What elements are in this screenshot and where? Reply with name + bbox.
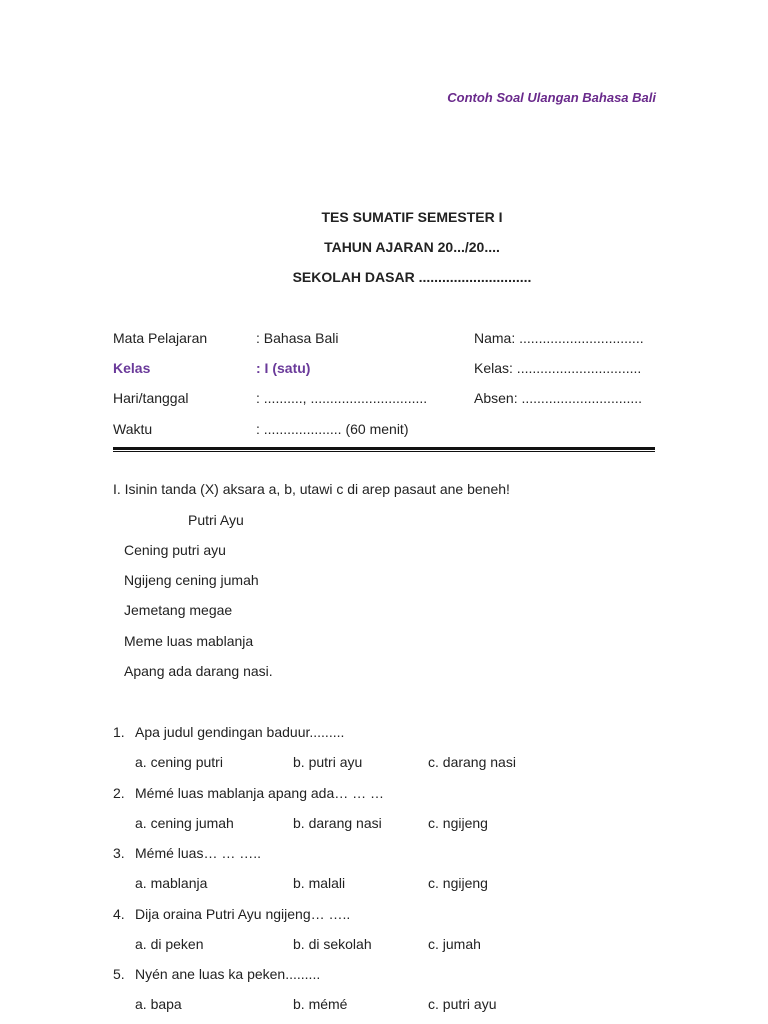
poem-title: Putri Ayu (188, 512, 244, 528)
info-row-date (113, 389, 673, 407)
answer-option[interactable]: a. cening jumah (135, 814, 234, 831)
question-number: 3. (113, 845, 125, 861)
info-right: Kelas: ................................ (474, 360, 642, 376)
question-text: Mémé luas mablanja apang ada… … … (135, 784, 385, 801)
answer-option[interactable]: a. cening putri (135, 754, 223, 770)
info-value: : .................... (60 menit) (256, 421, 409, 437)
question-number: 4. (113, 905, 125, 922)
title-line-1: TES SUMATIF SEMESTER I (321, 209, 503, 225)
answer-option[interactable]: a. mablanja (135, 875, 208, 891)
question-number: 5. (113, 966, 125, 982)
answer-options (113, 814, 673, 832)
title-line-2: TAHUN AJARAN 20.../20.... (324, 239, 500, 255)
poem-line: Cening putri ayu (124, 542, 226, 558)
poem-line: Jemetang megae (124, 602, 233, 618)
answer-option[interactable]: c. ngijeng (428, 814, 488, 831)
question (113, 784, 673, 802)
answer-options (113, 753, 673, 771)
question (113, 844, 673, 862)
answer-option[interactable]: c. darang nasi (428, 754, 516, 770)
info-label: Waktu (113, 421, 153, 437)
question (113, 723, 673, 741)
poem-line: Ngijeng cening jumah (124, 572, 259, 588)
info-right: Nama: ................................ (474, 330, 644, 346)
instruction: I. Isinin tanda (X) aksara a, b, utawi c di arep pasaut ane beneh! (113, 481, 510, 497)
question-number: 1. (113, 724, 125, 740)
answer-options (113, 874, 673, 892)
poem-line: Meme luas mablanja (124, 633, 254, 649)
info-value: : I (satu) (256, 360, 311, 376)
info-value: : .........., .............................. (256, 390, 428, 406)
info-row-class (113, 359, 673, 377)
info-label: Mata Pelajaran (113, 330, 208, 346)
question (113, 965, 673, 983)
answer-option[interactable]: c. putri ayu (428, 996, 497, 1012)
info-label: Kelas (113, 360, 151, 376)
poem-line: Apang ada darang nasi. (124, 663, 273, 679)
question-text: Nyén ane luas ka peken......... (135, 966, 321, 982)
answer-option[interactable]: c. jumah (428, 935, 481, 952)
info-row-subject (113, 329, 673, 347)
document-header: Contoh Soal Ulangan Bahasa Bali (447, 90, 656, 105)
answer-option[interactable]: a. bapa (135, 996, 182, 1012)
question (113, 905, 673, 923)
answer-option[interactable]: c. ngijeng (428, 875, 488, 891)
question-text: Apa judul gendingan baduur......... (135, 724, 345, 740)
answer-options (113, 935, 673, 953)
divider-thin (113, 451, 655, 452)
answer-option[interactable]: b. mémé (293, 996, 348, 1012)
info-label: Hari/tanggal (113, 390, 189, 406)
answer-option[interactable]: b. putri ayu (293, 754, 363, 770)
answer-option[interactable]: b. di sekolah (293, 935, 372, 952)
answer-option[interactable]: b. malali (293, 875, 346, 891)
info-right: Absen: ............................... (474, 390, 643, 406)
title-line-3: SEKOLAH DASAR ............................. (292, 269, 532, 285)
question-text: Mémé luas… … ….. (135, 845, 262, 861)
info-row-time (113, 420, 673, 438)
answer-options (113, 995, 673, 1013)
info-value: : Bahasa Bali (256, 330, 339, 346)
question-number: 2. (113, 784, 125, 801)
answer-option[interactable]: b. darang nasi (293, 814, 382, 831)
divider-thick (113, 447, 655, 450)
question-text: Dija oraina Putri Ayu ngijeng… ….. (135, 905, 351, 922)
answer-option[interactable]: a. di peken (135, 935, 204, 952)
